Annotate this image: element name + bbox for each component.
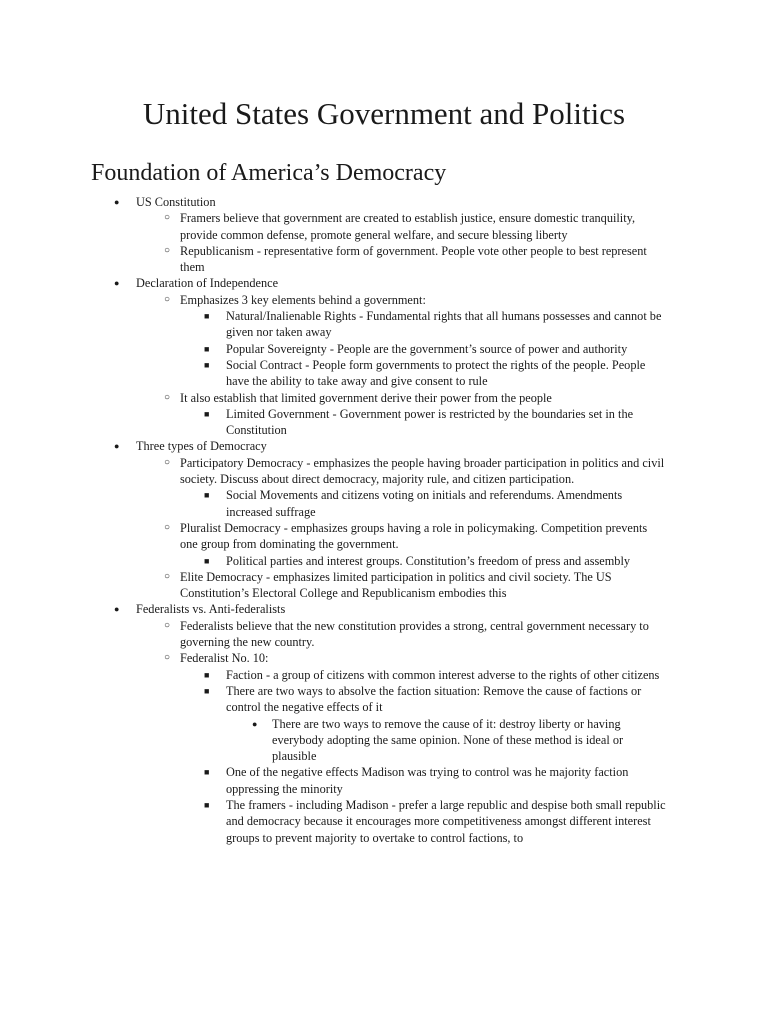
list-item-text: ■ Political parties and interest groups. Constitution’s freedom of press and assembly: [226, 553, 631, 568]
list-item: [180, 569, 666, 602]
bullet-list-level-2: [136, 455, 666, 602]
list-item-text: ● Federalists vs. Anti-federalists: [136, 602, 286, 617]
list-item: [180, 618, 666, 651]
section-heading: Foundation of America’s Democracy: [91, 160, 447, 186]
list-item-text: ○ Framers believe that government are created to establish justice, ensure domestic tranquility, provide common defense, promote general welfare, and secure blessing liberty: [180, 211, 636, 242]
list-item-text: ○ Federalists believe that the new constitution provides a strong, central government necessary to governing the new country.: [180, 618, 649, 650]
list-item-text: ● Three types of Democracy: [136, 439, 267, 454]
list-item: [226, 764, 666, 797]
list-item-text: ■ Social Contract - People form governments to protect the rights of the people. People have the ability to take away and give consent to rule: [226, 357, 646, 389]
list-item-text: ○ Emphasizes 3 key elements behind a government:: [180, 292, 426, 307]
list-item: [180, 520, 666, 569]
list-item: [226, 797, 666, 846]
list-item-text: ○ It also establish that limited government derive their power from the people: [180, 390, 552, 405]
list-item: [0, 438, 666, 601]
list-item: [0, 601, 666, 845]
list-item: [226, 308, 666, 341]
list-item: [180, 210, 666, 243]
bullet-list-level-3: [180, 308, 666, 389]
list-item-text: ■ One of the negative effects Madison was trying to control was he majority faction oppressing the minority: [226, 765, 629, 796]
bullet-list-level-2: [136, 210, 666, 275]
list-item: [226, 667, 666, 683]
bullet-list-level-2: [136, 292, 666, 439]
bullet-list-level-3: [180, 487, 666, 520]
bullet-list-level-1: [0, 194, 768, 846]
bullet-list-level-3: [180, 667, 666, 846]
list-item: [226, 406, 666, 439]
list-item-text: ■ There are two ways to absolve the faction situation: Remove the cause of factions or control the negative effects of it: [226, 683, 642, 715]
list-item: [180, 292, 666, 390]
list-item: [226, 487, 666, 520]
list-item-text: ○ Participatory Democracy - emphasizes the people having broader participation in politics and civil society. Discuss about direct democracy, majority rule, and citizen participation.: [180, 455, 665, 487]
list-item-text: ● US Constitution: [136, 195, 216, 209]
list-item-text: ● There are two ways to remove the cause of it: destroy liberty or having everybody adopting the same opinion. None of these method is ideal or plausible: [272, 716, 624, 764]
list-item-text: ■ Popular Sovereignty - People are the government’s source of power and authority: [226, 341, 628, 356]
list-item: [272, 716, 666, 765]
list-item-text: ○ Elite Democracy - emphasizes limited participation in politics and civil society. The US Constitution’s Electoral College and Republicanism embodies this: [180, 569, 612, 601]
list-item: [180, 390, 666, 439]
bullet-list-level-4: [226, 716, 666, 765]
document-title: United States Government and Politics: [142, 96, 626, 131]
list-item: [226, 357, 666, 390]
list-item: [226, 553, 666, 569]
list-item: [180, 243, 666, 276]
list-item-text: ■ Natural/Inalienable Rights - Fundamental rights that all humans possesses and cannot be given nor taken away: [226, 309, 662, 340]
list-item: [180, 650, 666, 846]
list-item: [226, 341, 666, 357]
list-item-text: ○ Pluralist Democracy - emphasizes groups having a role in policymaking. Competition prevents one group from dominating the government.: [180, 520, 648, 552]
list-item: [0, 194, 666, 275]
list-item-text: ○ Federalist No. 10:: [180, 651, 269, 666]
outline-content: [0, 194, 768, 846]
list-item: [0, 275, 666, 438]
list-item: [226, 683, 666, 764]
list-item-text: ■ The framers - including Madison - prefer a large republic and despise both small republic and democracy because it encourages more competitiveness amongst different interest groups to prevent majority to overtake to control factions, to: [226, 797, 666, 845]
list-item-text: ■ Social Movements and citizens voting on initials and referendums. Amendments increased suffrage: [226, 488, 623, 519]
list-item: [180, 455, 666, 520]
list-item-text: ● Declaration of Independence: [136, 276, 279, 291]
bullet-list-level-2: [136, 618, 666, 846]
bullet-list-level-3: [180, 406, 666, 439]
bullet-list-level-3: [180, 553, 666, 569]
list-item-text: ○ Republicanism - representative form of government. People vote other people to best represent them: [180, 243, 647, 275]
list-item-text: ■ Limited Government - Government power is restricted by the boundaries set in the Constitution: [226, 406, 634, 438]
list-item-text: ■ Faction - a group of citizens with common interest adverse to the rights of other citizens: [226, 667, 660, 682]
